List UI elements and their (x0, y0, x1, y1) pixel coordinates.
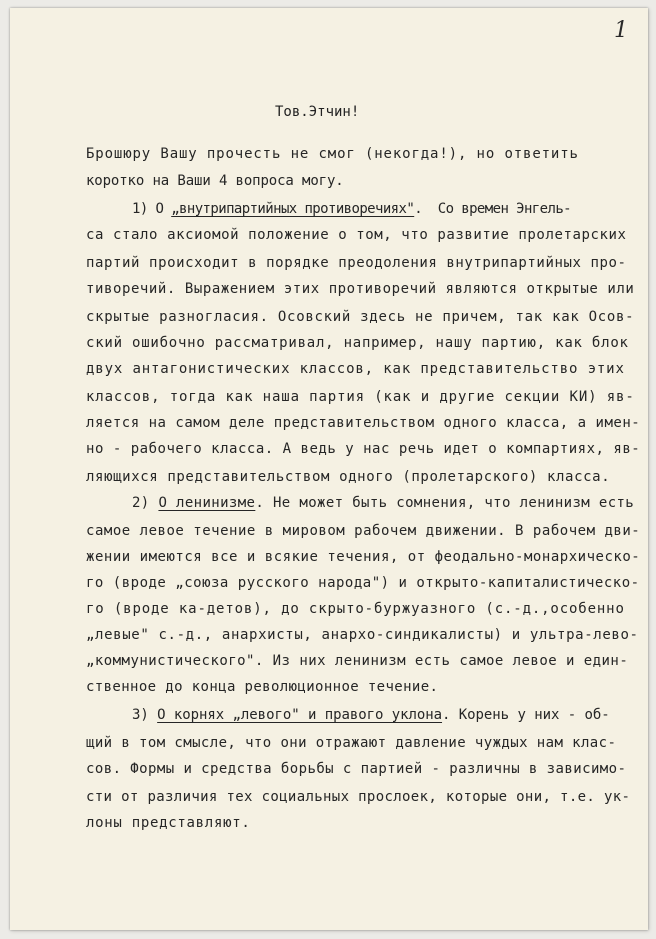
text-line (86, 334, 629, 352)
text-run: классов, тогда как наша партия (как и другие секции КИ) яв- (86, 389, 635, 405)
text-line (86, 280, 634, 298)
text-run: са стало аксиомой положение о том, что развитие пролетарских (86, 227, 627, 243)
text-line (86, 652, 628, 670)
text-run: ский ошибочно рассматривал, например, нашу партию, как блок (86, 335, 629, 351)
text-run: но - рабочего класса. А ведь у нас речь идет о компартиях, яв- (86, 441, 641, 457)
text-run: ляющихся представительством одного (пролетарского) класса. (86, 469, 611, 485)
text-line (86, 788, 630, 806)
underlined-heading: О корнях „левого" и правого уклона (157, 707, 443, 723)
text-line (86, 254, 627, 272)
text-line (86, 734, 616, 752)
text-line (86, 468, 610, 486)
text-line (132, 706, 610, 724)
text-run: самое левое течение в мировом рабочем движении. В рабочем дви- (86, 523, 641, 539)
text-run: скрытые разногласия. Осовский здесь не причем, так как Осов- (86, 309, 635, 325)
text-line (86, 814, 251, 832)
text-run: Брошюру Вашу прочесть не смог (некогда!), но ответить (86, 146, 579, 162)
text-run: щий в том смысле, что они отражают давление чуждых нам клас- (86, 735, 617, 751)
text-line (86, 388, 635, 406)
text-run: коротко на Ваши 4 вопроса могу. (86, 173, 344, 189)
text-run: лоны представляют. (86, 815, 251, 831)
text-run: . Не может быть сомнения, что ленинизм есть (255, 495, 635, 511)
text-run: го (вроде ка-детов), до скрыто-буржуазного (с.-д.,особенно (86, 601, 625, 617)
text-run: 1) О (132, 201, 172, 217)
text-line (132, 200, 571, 218)
text-run: партий происходит в порядке преодоления внутрипартийных про- (86, 255, 627, 271)
text-line (86, 145, 579, 163)
text-run: ляется на самом деле представительством одного класса, а имен- (86, 415, 641, 431)
underlined-heading: „внутрипартийных противоречиях" (171, 201, 415, 217)
text-run: . Со времен Энгель- (414, 201, 571, 217)
text-run: тиворечий. Выражением этих противоречий являются открытые или (86, 281, 635, 297)
text-run: 2) (132, 495, 159, 511)
page-number: 1 (614, 18, 628, 43)
text-run: 3) (132, 707, 158, 723)
text-line (86, 760, 626, 778)
text-run: жении имеются все и всякие течения, от феодально-монархическо- (86, 549, 641, 565)
text-line (86, 414, 640, 432)
text-line (86, 360, 625, 378)
text-line (86, 600, 625, 618)
text-run: „левые" с.-д., анархисты, анархо-синдикалисты) и ультра-лево- (86, 627, 639, 643)
text-run: „коммунистического". Из них ленинизм есть самое левое и един- (86, 653, 629, 669)
letter-salutation: Тов.Этчин! (275, 104, 360, 120)
text-line (86, 574, 640, 592)
text-line (86, 522, 640, 540)
text-line (86, 440, 640, 458)
text-run: го (вроде „союза русского народа") и открыто-капиталистическо- (86, 575, 640, 591)
underlined-heading: О ленинизме (158, 495, 256, 511)
text-run: двух антагонистических классов, как представительство этих (86, 361, 625, 377)
text-run: . Корень у них - об- (442, 707, 610, 723)
text-run: сов. Формы и средства борьбы с партией - различны в зависимо- (86, 761, 627, 777)
text-run: сти от различия тех социальных прослоек, которые они, т.е. ук- (86, 789, 631, 805)
text-line (86, 172, 344, 190)
text-line (86, 678, 438, 696)
text-line (132, 494, 634, 512)
text-run: ственное до конца революционное течение. (86, 679, 439, 695)
text-line (86, 226, 627, 244)
text-line (86, 548, 640, 566)
text-line (86, 626, 639, 644)
text-line (86, 308, 634, 326)
